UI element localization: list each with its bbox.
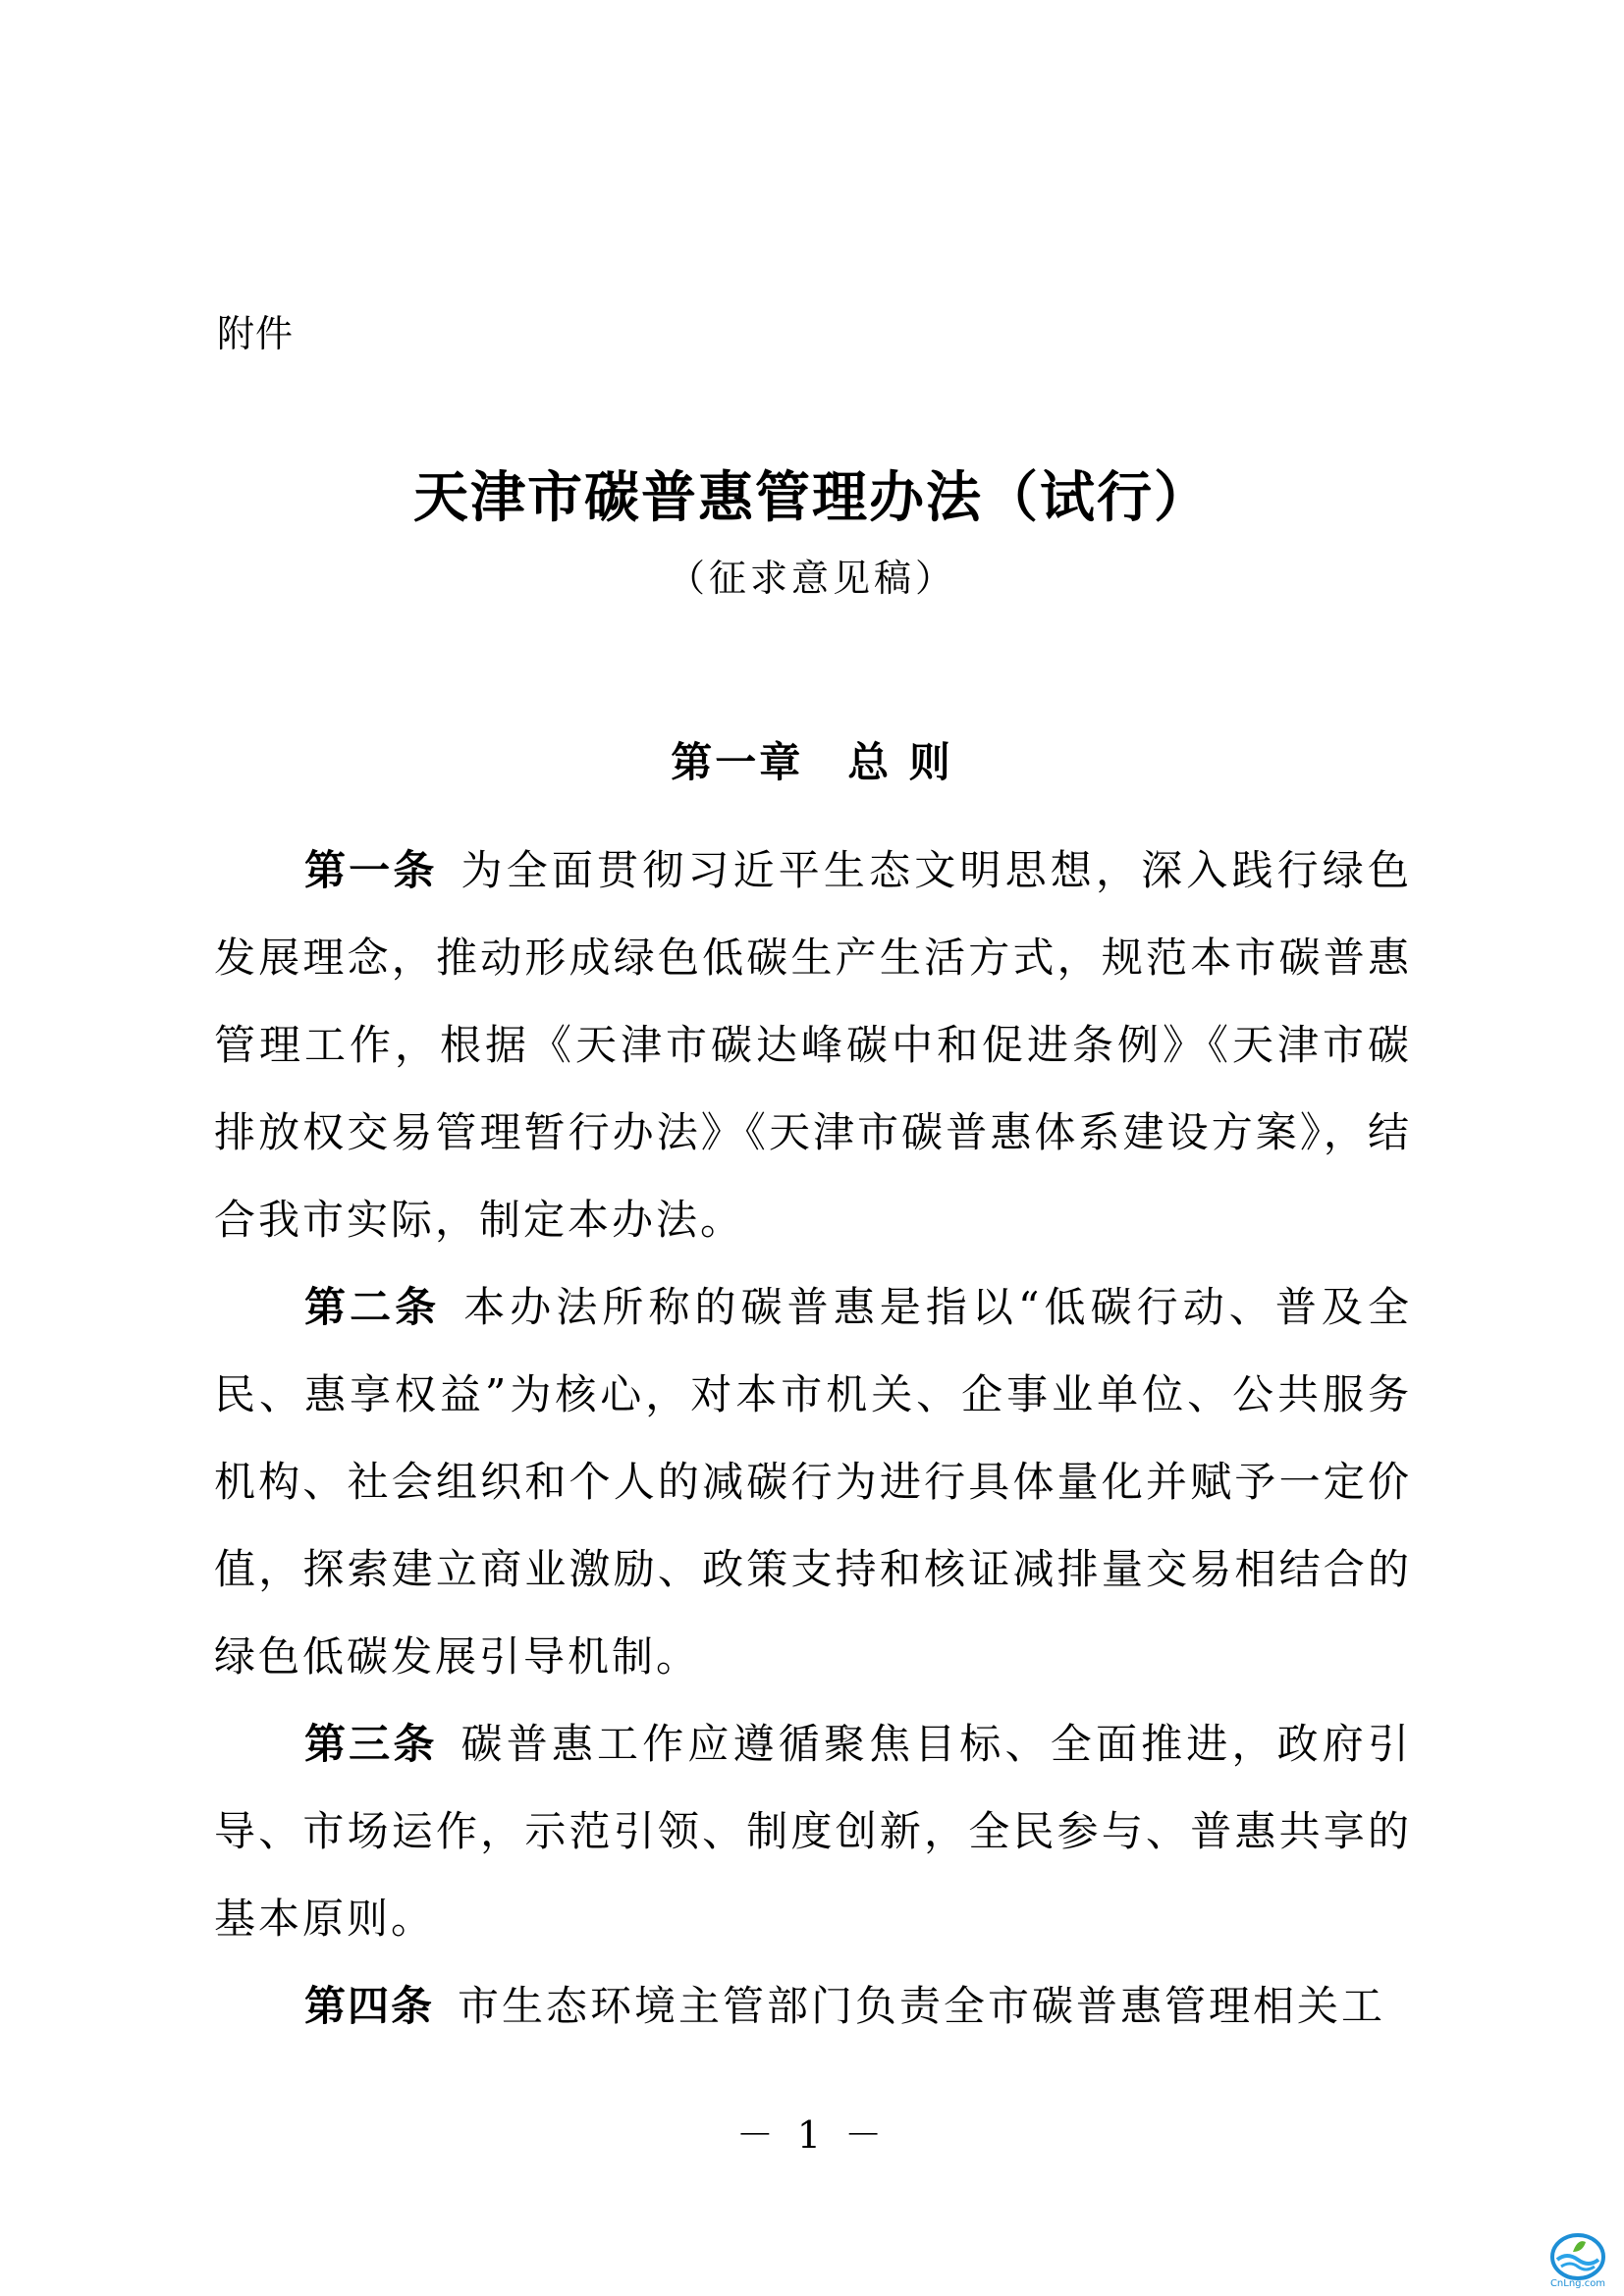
article-number: 第二条: [304, 1283, 441, 1331]
article-4: [214, 1962, 1412, 2050]
article-number: 第一条: [304, 846, 438, 894]
article-3: [214, 1700, 1412, 1962]
article-text: 本办法所称的碳普惠是指以“低碳行动、普及全民、惠享权益”为核心，对本市机关、企事业单位、公共服务机构、社会组织和个人的减碳行为进行具体量化并赋予一定价值，探索建立商业激励、政策支持和核证减排量交易相结合的绿色低碳发展引导机制。: [214, 1283, 1412, 1681]
cnlng-logo-icon: [1540, 2230, 1616, 2289]
document-body: [214, 827, 1412, 2050]
page-number: － 1 －: [735, 2113, 889, 2157]
article-1: [214, 827, 1412, 1263]
document-subtitle: （征求意见稿）: [667, 557, 956, 600]
document-title: 天津市碳普惠管理办法（试行）: [413, 465, 1211, 530]
attachment-label: 附件: [217, 312, 295, 355]
chapter-heading: 第一章 总 则: [671, 738, 953, 786]
article-text: 为全面贯彻习近平生态文明思想，深入践行绿色发展理念，推动形成绿色低碳生产生活方式，规范本市碳普惠管理工作，根据《天津市碳达峰碳中和促进条例》《天津市碳排放权交易管理暂行办法》《天津市碳普惠体系建设方案》，结合我市实际，制定本办法。: [214, 846, 1412, 1244]
article-text: 市生态环境主管部门负责全市碳普惠管理相关工: [458, 1982, 1386, 2030]
watermark-text: CnLng.com: [1549, 2278, 1606, 2289]
article-number: 第四条: [304, 1982, 435, 2030]
article-number: 第三条: [304, 1720, 438, 1768]
article-text: 碳普惠工作应遵循聚焦目标、全面推进，政府引导、市场运作，示范引领、制度创新，全民参与、普惠共享的基本原则。: [214, 1720, 1412, 1943]
article-2: [214, 1263, 1412, 1700]
